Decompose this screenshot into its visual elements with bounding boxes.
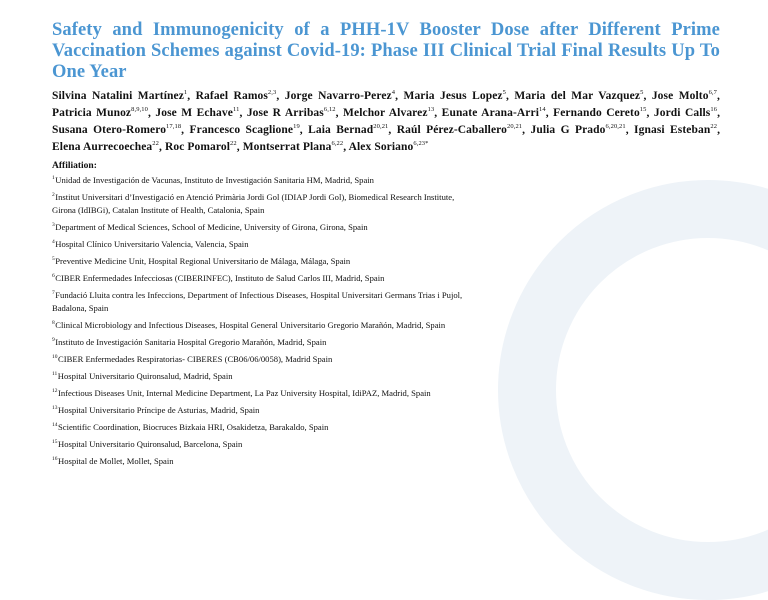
affiliation-text: Hospital Universitario Quironsalud, Barcelona, Spain	[58, 439, 243, 449]
affiliation-number: 8	[52, 320, 55, 327]
affiliation-item	[52, 438, 472, 451]
author-name: Jose Molto	[651, 90, 709, 102]
author-affiliation-marker: 5	[502, 89, 506, 97]
author	[52, 90, 187, 102]
affiliation-item	[52, 174, 472, 187]
author	[514, 90, 643, 102]
affiliation-text: Hospital Universitario Príncipe de Asturias, Madrid, Spain	[58, 405, 260, 415]
author-affiliation-marker: 6,20,21	[605, 123, 626, 131]
author	[196, 90, 277, 102]
affiliation-text: Unidad de Investigación de Vacunas, Instituto de Investigación Sanitaria HM, Madrid, Spain	[55, 175, 374, 185]
affiliation-text: Scientific Coordination, Biocruces Bizkaia HRI, Osakidetza, Barakaldo, Spain	[58, 422, 329, 432]
affiliation-number: 15	[52, 439, 58, 446]
paper-title: Safety and Immunogenicity of a PHH-1V Booster Dose after Different Prime Vaccination Schemes against Covid-19: Phase III Clinical Trial Final Results Up To One Year	[52, 20, 720, 82]
affiliation-item	[52, 238, 472, 251]
author	[308, 124, 388, 136]
author	[285, 90, 395, 102]
author-name: Montserrat Plana	[242, 141, 332, 153]
author	[654, 107, 717, 119]
author-name: Francesco Scaglione	[189, 124, 294, 136]
author-name: Fernando Cereto	[553, 107, 640, 119]
author-list: Silvina Natalini Martínez$^1$, Rafael Ramos$^{2,3}$, Jorge Navarro-Perez$^4$, Maria Jesus Lopez$^5$, Maria del Mar Vazquez$^5$, Jose Molto$^{6,7}$, Patricia Munoz$^{8,9,10}$, Jose M Echave$^{11}$, Jose R Arribas$^{6,12}$, Melchor Alvarez$^{13}$, Eunate Arana-Arri$^{14}$, Fernando Cereto$^{15}$, Jordi Calls$^{16}$, Susana Otero-Romero$^{17,18}$, Francesco Scaglione$^{19}$, Laia Bernad$^{20,21}$, Raúl Pérez-Caballero$^{20,21}$, Julia G Prado$^{6,20,21}$, Ignasi Esteban$^{22}$, Elena Aurrecoechea$^{22}$, Roc Pomarol$^{22}$, Montserrat Plana$^{6,22}$, Alex Soriano$^{6,23*}$	[52, 89, 721, 153]
author-affiliation-marker: 6,23*	[413, 140, 429, 148]
author-affiliation-marker: 6,7	[708, 89, 718, 97]
author	[403, 90, 506, 102]
affiliation-item	[52, 353, 472, 366]
affiliation-number: 12	[52, 388, 58, 395]
affiliation-item	[52, 387, 472, 400]
affiliation-number: 6	[52, 273, 55, 280]
author	[52, 141, 159, 153]
author-name: Alex Soriano	[348, 141, 414, 153]
affiliation-item	[52, 255, 472, 268]
author-name: Susana Otero-Romero	[52, 124, 167, 136]
author-affiliation-marker: 5	[640, 89, 644, 97]
author-affiliation-marker: 15	[639, 106, 647, 114]
author-name: Elena Aurrecoechea	[52, 141, 153, 153]
author-affiliation-marker: 20,21	[373, 123, 389, 131]
author-affiliation-marker: 19	[293, 123, 300, 131]
affiliation-number: 3	[52, 222, 55, 229]
author-affiliation-marker: 16	[710, 106, 718, 114]
affiliation-number: 9	[52, 337, 55, 344]
author-name: Raúl Pérez-Caballero	[396, 124, 508, 136]
author-name: Laia Bernad	[308, 124, 374, 136]
author-affiliation-marker: 4	[391, 89, 396, 97]
paper-header	[52, 20, 720, 472]
author	[190, 124, 300, 136]
author	[343, 107, 434, 119]
affiliation-number: 4	[52, 239, 55, 246]
author	[155, 107, 239, 119]
affiliation-text: Preventive Medicine Unit, Hospital Regional Universitario de Málaga, Málaga, Spain	[55, 256, 351, 266]
affiliation-item	[52, 319, 472, 332]
author-name: Melchor Alvarez	[343, 107, 428, 119]
author	[634, 124, 717, 136]
affiliation-number: 10	[52, 354, 58, 361]
author	[243, 141, 344, 153]
affiliation-item	[52, 455, 472, 468]
author	[52, 124, 181, 136]
author-affiliation-marker: 6,22	[331, 140, 344, 148]
author-affiliation-marker: 2,3	[267, 89, 277, 97]
author	[397, 124, 522, 136]
author	[442, 107, 546, 119]
affiliation-item	[52, 336, 472, 349]
author-affiliation-marker: 22	[710, 123, 718, 131]
author	[530, 124, 625, 136]
author-name: Jorge Navarro-Perez	[284, 90, 392, 102]
affiliation-number: 1	[52, 175, 55, 182]
affiliation-item	[52, 221, 472, 234]
author-name: Rafael Ramos	[195, 90, 268, 102]
affiliation-text: CIBER Enfermedades Respiratorias- CIBERES (CB06/06/0058), Madrid Spain	[58, 354, 333, 364]
affiliation-item	[52, 404, 472, 417]
affiliation-item	[52, 370, 472, 383]
affiliation-number: 2	[52, 192, 55, 199]
author	[52, 107, 148, 119]
author-affiliation-marker: 1	[183, 89, 188, 97]
affiliation-list	[52, 174, 472, 468]
author	[553, 107, 646, 119]
affiliation-number: 11	[52, 371, 58, 378]
author-affiliation-marker: 14	[539, 106, 546, 114]
author-affiliation-marker: 17,18	[166, 123, 182, 131]
affiliation-heading: Affiliation:	[52, 161, 97, 171]
affiliation-text: Hospital Clínico Universitario Valencia, Valencia, Spain	[55, 239, 249, 249]
author-name: Patricia Munoz	[52, 107, 132, 119]
affiliation-text: Instituto de Investigación Sanitaria Hospital Gregorio Marañón, Madrid, Spain	[55, 337, 327, 347]
affiliation-number: 7	[52, 290, 55, 297]
affiliation-number: 14	[52, 422, 58, 429]
affiliation-text: Hospital Universitario Quironsalud, Madrid, Spain	[57, 371, 233, 381]
author-affiliation-marker: 22	[230, 140, 237, 148]
author	[247, 107, 336, 119]
author	[652, 90, 717, 102]
author-affiliation-marker: 8,9,10	[131, 106, 148, 114]
affiliation-item	[52, 191, 472, 217]
affiliation-item	[52, 421, 472, 434]
author-name: Maria del Mar Vazquez	[514, 90, 641, 102]
affiliation-text: CIBER Enfermedades Infecciosas (CIBERINFEC), Instituto de Salud Carlos III, Madrid, Spain	[55, 273, 385, 283]
author-affiliation-marker: 22	[152, 140, 159, 148]
affiliation-number: 5	[52, 256, 55, 263]
author-name: Silvina Natalini Martínez	[52, 90, 184, 102]
author-affiliation-marker: 6,12	[323, 106, 336, 114]
author-name: Ignasi Esteban	[634, 124, 711, 136]
affiliation-number: 16	[52, 456, 58, 463]
affiliation-item	[52, 289, 472, 315]
affiliation-text: Hospital de Mollet, Mollet, Spain	[58, 456, 174, 466]
affiliation-number: 13	[52, 405, 58, 412]
author-name: Eunate Arana-Arri	[441, 107, 540, 119]
author-name: Jordi Calls	[653, 107, 711, 119]
affiliation-text: Institut Universitari d’Investigació en Atenció Primària Jordi Gol (IDIAP Jordi Gol), Biomedical Research Institute, Girona (IdIBGi), Catalan Institute of Health, Catalonia, Spain	[52, 192, 455, 215]
author-name: Jose M Echave	[155, 107, 233, 119]
author-affiliation-marker: 13	[427, 106, 435, 114]
author	[165, 141, 237, 153]
author-name: Julia G Prado	[530, 124, 606, 136]
affiliation-text: Department of Medical Sciences, School of Medicine, University of Girona, Girona, Spain	[55, 222, 368, 232]
affiliation-text: Infectious Diseases Unit, Internal Medicine Department, La Paz University Hospital, IdiPAZ, Madrid, Spain	[58, 388, 431, 398]
author-name: Jose R Arribas	[246, 107, 324, 119]
affiliation-text: Fundació Lluita contra les Infeccions, Department of Infectious Diseases, Hospital Universitari Germans Trias i Pujol, Badalona, Spain	[52, 290, 463, 313]
affiliation-item	[52, 272, 472, 285]
author-name: Maria Jesus Lopez	[403, 90, 503, 102]
affiliation-text: Clinical Microbiology and Infectious Diseases, Hospital General Universitario Gregorio Marañón, Madrid, Spain	[55, 320, 446, 330]
author-affiliation-marker: 11	[232, 106, 240, 114]
author	[349, 141, 429, 153]
author-affiliation-marker: 20,21	[507, 123, 523, 131]
author-name: Roc Pomarol	[164, 141, 231, 153]
